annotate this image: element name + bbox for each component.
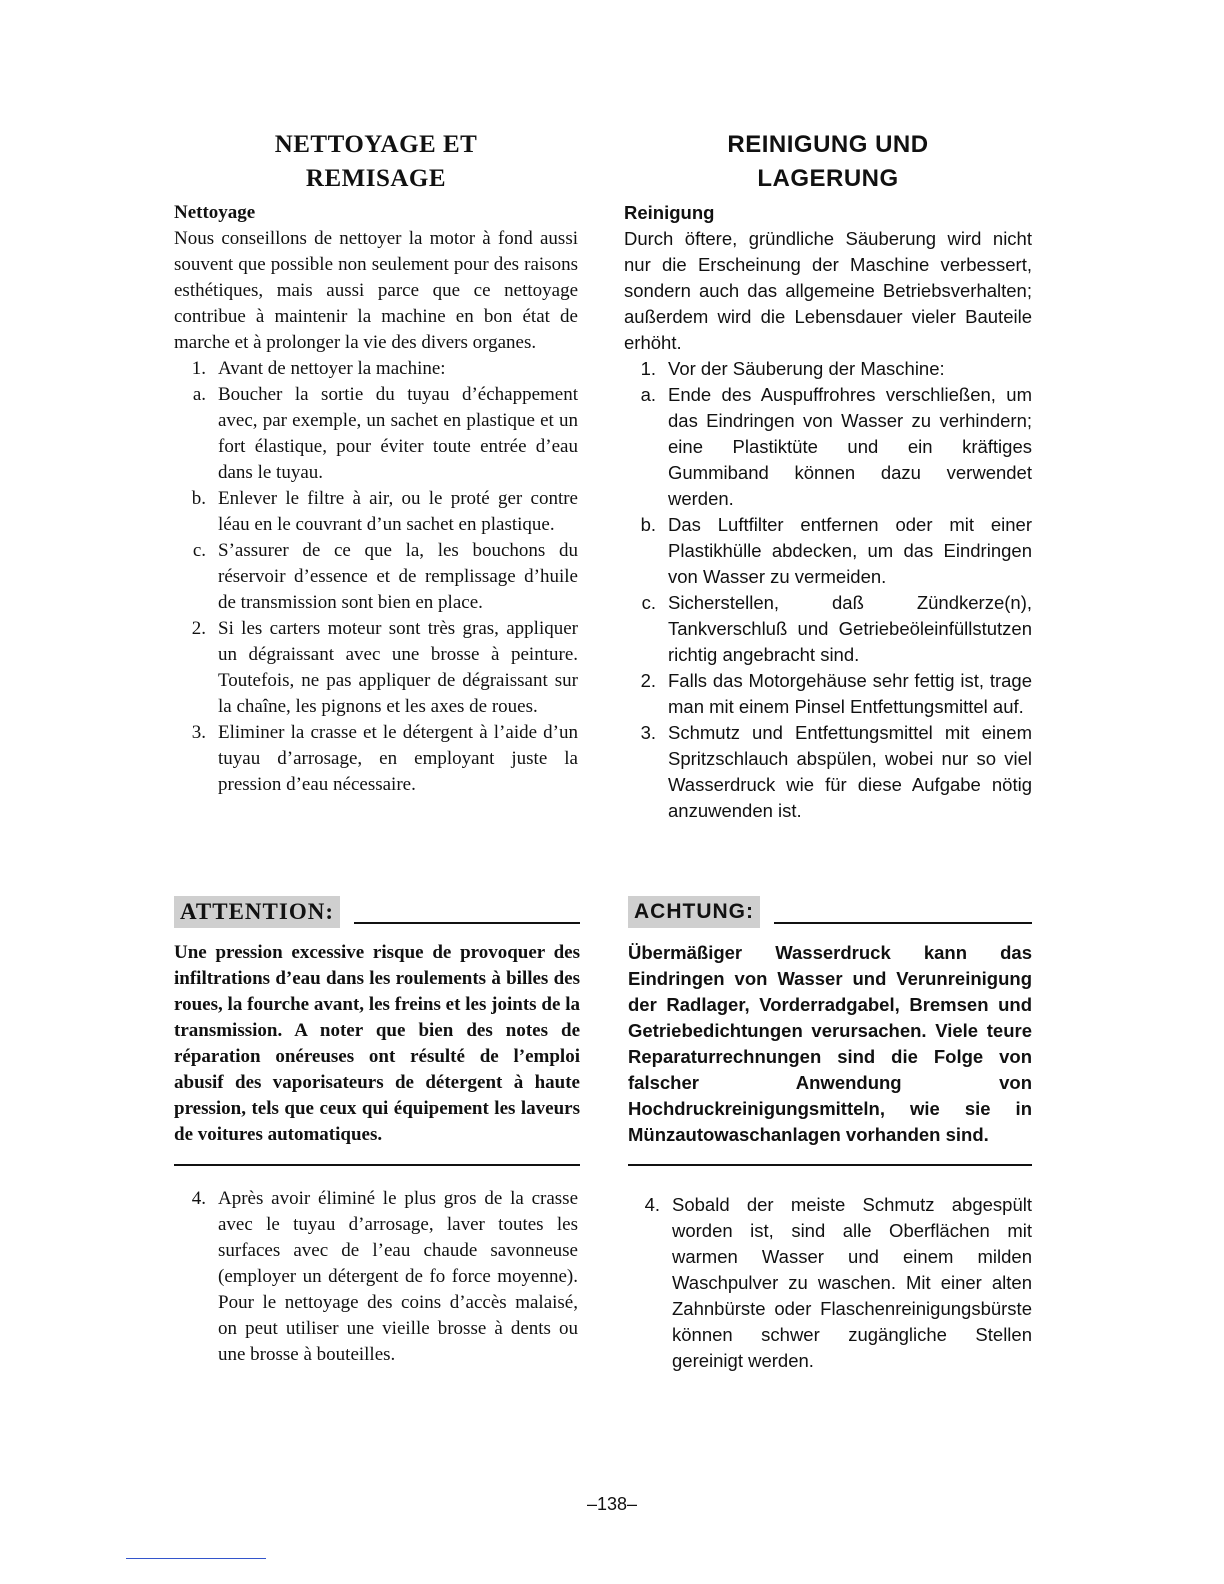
german-warning-header (628, 896, 1032, 928)
substep-text: Boucher la sortie du tuyau d’échappement avec, par exemple, un sachet en plastique et un fort élastique, pour éviter toute entrée d’eau dans le tuyau. (218, 384, 578, 483)
step-number: 1. (191, 358, 206, 379)
french-warning-label: ATTENTION: (174, 896, 340, 928)
german-title (624, 128, 1032, 196)
german-substeps-container (624, 382, 1032, 668)
warning-header-rule (354, 922, 580, 924)
substep-text: Ende des Auspuffrohres verschließen, um das Eindringen von Wasser zu verhindern; eine Plastiktüte und ein kräftiges Gummiband können dazu verwendet werden. (668, 384, 1032, 509)
list-item (174, 486, 578, 538)
step-number: 1. (640, 358, 656, 379)
list-item (624, 720, 1032, 824)
french-title-line1: NETTOYAGE ET (274, 131, 478, 158)
bottom-underline (126, 1558, 266, 1559)
german-substeps (624, 382, 1032, 668)
list-item (174, 1186, 578, 1368)
german-steps-continued (628, 1192, 1032, 1374)
step-number: 2. (191, 618, 206, 639)
german-title-line2: LAGERUNG (757, 165, 899, 192)
list-item (174, 538, 578, 616)
french-intro: Nous conseillons de nettoyer la motor à fond aussi souvent que possible non seulement pour des raisons esthétiques, mais aussi parce que ce nettoyage contribue à maintenir la machine en bon état de marche et à prolonger la vie des divers organes. (174, 228, 578, 353)
german-warning-label: ACHTUNG: (628, 896, 760, 928)
substep-letter: b. (191, 488, 206, 509)
step-number: 3. (191, 722, 206, 743)
french-warning-text: Une pression excessive risque de provoquer des infiltrations d’eau dans les roulements à billes des roues, la fourche avant, les freins et les joints de la transmission. A noter que bien des notes de réparation onéreuses ont résulté de l’emploi abusif des vaporisateurs de détergent à haute pression, tels que ceux qui équipement les laveurs de voitures automatiques. (174, 942, 580, 1145)
french-title (174, 128, 578, 196)
list-item (624, 590, 1032, 668)
substep-text: S’assurer de ce que la, les bouchons du réservoir d’essence et de remplissage d’huile de transmission sont bien en place. (218, 540, 578, 613)
step-text: Falls das Motorgehäuse sehr fettig ist, trage man mit einem Pinsel Entfettungsmittel auf. (668, 670, 1032, 717)
step-text: Avant de nettoyer la machine: (218, 358, 446, 379)
german-warning-box (628, 896, 1032, 1166)
french-warning-header (174, 896, 580, 928)
german-intro: Durch öftere, gründliche Säuberung wird nicht nur die Erscheinung der Maschine verbessert, sondern auch das allgemeine Betriebsverhalten; außerdem wird die Lebensdauer vieler Bauteile erhöht. (624, 228, 1032, 353)
warning-header-rule (774, 922, 1032, 924)
substep-text: Das Luftfilter entfernen oder mit einer Plastikhülle abdecken, um das Eindringen von Wasser zu vermeiden. (668, 514, 1032, 587)
step-text: Sobald der meiste Schmutz abgespült worden ist, sind alle Oberflächen mit warmen Wasser und einem milden Waschpulver zu waschen. Mit einer alten Zahnbürste oder Flaschenreinigungsbürste können schwer zugängliche Stellen gereinigt werden. (672, 1194, 1032, 1371)
substep-text: Sicherstellen, daß Zündkerze(n), Tankverschluß und Getriebeöleinfüllstutzen richtig angebracht sind. (668, 592, 1032, 665)
french-substeps (174, 382, 578, 616)
step-text: Schmutz und Entfettungsmittel mit einem Spritzschlauch abspülen, wobei nur so viel Wasserdruck wie für diese Aufgabe nötig anzuwenden ist. (668, 722, 1032, 821)
french-warning-box (174, 896, 580, 1166)
substep-text: Enlever le filtre à air, ou le proté ger contre léau en le couvrant d’un sachet en plastique. (218, 488, 578, 535)
substep-letter: b. (640, 514, 656, 535)
step-number: 4. (191, 1188, 206, 1209)
list-item (174, 720, 578, 798)
warning-bottom-rule (174, 1164, 580, 1166)
list-item (624, 356, 1032, 382)
warning-bottom-rule (628, 1164, 1032, 1166)
substep-letter: a. (640, 384, 656, 405)
page-number: –138– (586, 1494, 638, 1514)
french-steps (174, 356, 578, 798)
french-steps-continued (174, 1186, 578, 1368)
french-column (174, 128, 578, 798)
list-item (174, 356, 578, 382)
step-number: 2. (640, 670, 656, 691)
list-item (624, 382, 1032, 512)
list-item (624, 512, 1032, 590)
french-title-line2: REMISAGE (305, 165, 447, 192)
list-item (624, 668, 1032, 720)
german-column (624, 128, 1032, 824)
step-text: Vor der Säuberung der Maschine: (668, 358, 945, 379)
german-step4 (628, 1192, 1032, 1374)
list-item (174, 616, 578, 720)
step-text: Si les carters moteur sont très gras, appliquer un dégraissant avec une brosse à peinture. Toutefois, ne pas appliquer de dégraissant sur la chaîne, les pignons et les axes de roues. (218, 618, 578, 717)
french-substeps-container (174, 382, 578, 616)
german-title-line1: REINIGUNG UND (727, 131, 929, 158)
step-number: 3. (640, 722, 656, 743)
substep-letter: c. (641, 592, 656, 613)
german-warning-text: Übermäßiger Wasserdruck kann das Eindringen von Wasser und Verunreinigung der Radlager, Vorderradgabel, Bremsen und Getriebedichtungen verursachen. Viele teure Reparaturrechnungen sind die Folge von falscher Anwendung von Hochdruckreinigungsmitteln, wie sie in Münzautowaschanlagen vorhanden sind. (628, 942, 1032, 1145)
list-item (174, 382, 578, 486)
substep-letter: a. (192, 384, 206, 405)
step-number: 4. (644, 1194, 660, 1215)
step-text: Eliminer la crasse et le détergent à l’aide d’un tuyau d’arrosage, en employant juste la pression d’eau nécessaire. (218, 722, 578, 795)
list-item (628, 1192, 1032, 1374)
french-step4 (174, 1186, 578, 1368)
substep-letter: c. (192, 540, 206, 561)
french-subhead: Nettoyage (174, 202, 256, 223)
german-steps (624, 356, 1032, 824)
german-subhead: Reinigung (624, 202, 715, 223)
step-text: Après avoir éliminé le plus gros de la crasse avec le tuyau d’arrosage, laver toutes les surfaces avec de l’eau chaude savonneuse (employer un détergent de fo force moyenne). Pour le nettoyage des coins d’accès malaisé, on peut utiliser une vieille brosse à dents ou une brosse à bouteilles. (218, 1188, 578, 1365)
